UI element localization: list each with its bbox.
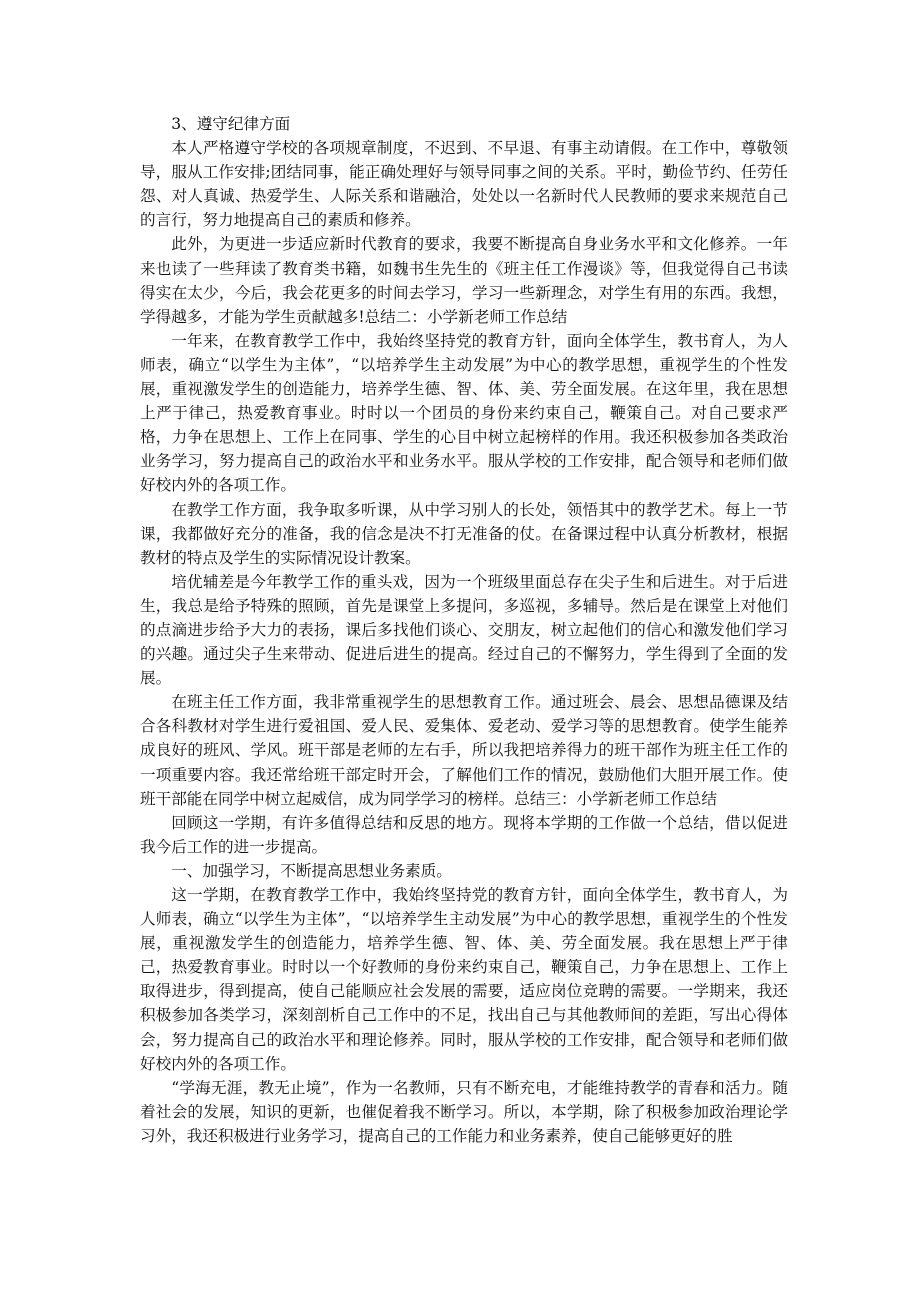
document-body [140, 112, 788, 1148]
paragraph: 这一学期，在教育教学工作中，我始终坚持党的教育方针，面向全体学生，教书育人，为人师表，确立“以学生为主体”，“以培养学生主动发展”为中心的教学思想，重视学生的个性发展，重视激发学生的创造能力，培养学生德、智、体、美、劳全面发展。我在思想上严于律己，热爱教育事业。时时以一个好教师的身份来约束自己，鞭策自己，力争在思想上、工作上取得进步，得到提高，使自己能顺应社会发展的需要，适应岗位竞聘的需要。一学期来，我还积极参加各类学习，深刻剖析自己工作中的不足，找出自己与其他教师间的差距，写出心得体会，努力提高自己的政治水平和理论修养。同时，服从学校的工作安排，配合领导和老师们做好校内外的各项工作。 [140, 886, 788, 1073]
paragraph: 此外，为更进一步适应新时代教育的要求，我要不断提高自身业务水平和文化修养。一年来也读了一些拜读了教育类书籍，如魏书生先生的《班主任工作漫谈》等，但我觉得自己书读得实在太少，今后，我会花更多的时间去学习，学习一些新理念，对学生有用的东西。我想，学得越多，才能为学生贡献越多!总结二：小学新老师工作总结 [140, 235, 788, 326]
paragraph: “学海无涯，教无止境”，作为一名教师，只有不断充电，才能维持教学的青春和活力。随着社会的发展，知识的更新，也催促着我不断学习。所以，本学期，除了积极参加政治理论学习外，我还积极进行业务学习，提高自己的工作能力和业务素养，使自己能够更好的胜 [140, 1078, 788, 1145]
paragraph: 回顾这一学期，有许多值得总结和反思的地方。现将本学期的工作做一个总结，借以促进我今后工作的进一步提高。 [140, 813, 788, 856]
section-heading-study: 一、加强学习，不断提高思想业务素质。 [171, 861, 452, 880]
paragraph: 在班主任工作方面，我非常重视学生的思想教育工作。通过班会、晨会、思想品德课及结合各科教材对学生进行爱祖国、爱人民、爱集体、爱老动、爱学习等的思想教育。使学生能养成良好的班风、学风。班干部是老师的左右手，所以我把培养得力的班干部作为班主任工作的一项重要内容。我还常给班干部定时开会，了解他们工作的情况，鼓励他们大胆开展工作。使班干部能在同学中树立起威信，成为同学学习的榜样。总结三：小学新老师工作总结 [140, 693, 788, 808]
paragraph: 在教学工作方面，我争取多听课，从中学习别人的长处，领悟其中的教学艺术。每上一节课，我都做好充分的准备，我的信念是决不打无准备的仗。在备课过程中认真分析教材，根据教材的特点及学生的实际情况设计教案。 [140, 500, 788, 567]
section-heading-discipline: 3、遵守纪律方面 [171, 115, 291, 133]
paragraph: 本人严格遵守学校的各项规章制度，不迟到、不早退、有事主动请假。在工作中，尊敬领导，服从工作安排;团结同事，能正确处理好与领导同事之间的关系。平时，勤俭节约、任劳任怨、对人真诚、热爱学生、人际关系和谐融洽，处处以一名新时代人民教师的要求来规范自己的言行，努力地提高自己的素质和修养。 [140, 139, 788, 230]
paragraph: 一年来，在教育教学工作中，我始终坚持党的教育方针，面向全体学生，教书育人，为人师表，确立“以学生为主体”，“以培养学生主动发展”为中心的教学思想，重视学生的个性发展，重视激发学生的创造能力，培养学生德、智、体、美、劳全面发展。在这年里，我在思想上严于律己，热爱教育事业。时时以一个团员的身份来约束自己，鞭策自己。对自己要求严格，力争在思想上、工作上在同事、学生的心目中树立起榜样的作用。我还积极参加各类政治业务学习，努力提高自己的政治水平和业务水平。服从学校的工作安排，配合领导和老师们做好校内外的各项工作。 [140, 331, 788, 495]
paragraph: 培优辅差是今年教学工作的重头戏，因为一个班级里面总存在尖子生和后进生。对于后进生，我总是给予特殊的照顾，首先是课堂上多提问，多巡视，多辅导。然后是在课堂上对他们的点滴进步给予大力的表扬，课后多找他们谈心、交朋友，树立起他们的信心和激发他们学习的兴趣。通过尖子生来带动、促进后进生的提高。经过自己的不懈努力，学生得到了全面的发展。 [140, 572, 788, 688]
